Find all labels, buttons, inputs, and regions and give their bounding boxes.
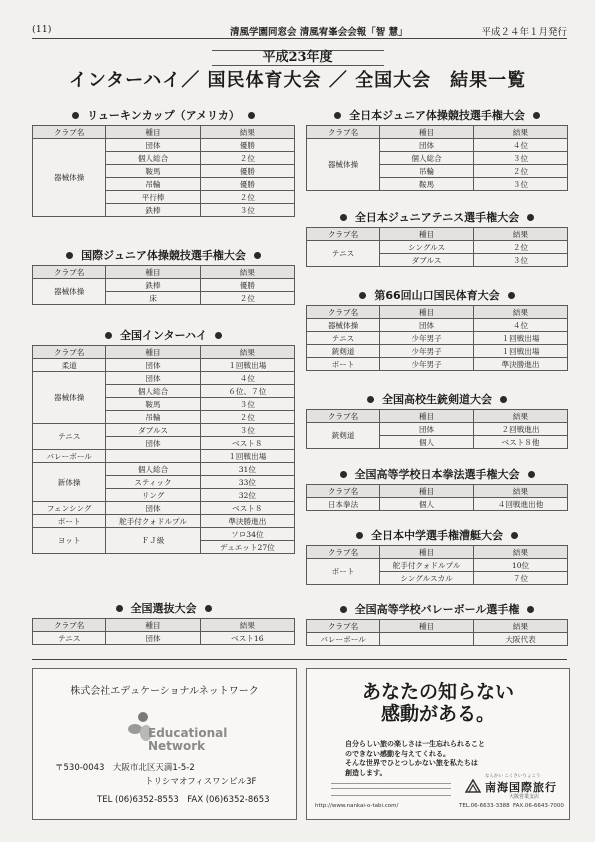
section-title: 全国インターハイ	[32, 327, 295, 345]
column-header: 種目	[106, 346, 200, 359]
section-junior-tennis	[306, 209, 568, 267]
ad-url[interactable]: http://www.nankai-o-tabi.com/	[315, 803, 399, 809]
column-header: 結果	[200, 126, 294, 139]
table-row	[307, 241, 568, 254]
section-title: 全国高校生銃剣道大会	[306, 391, 568, 409]
event-cell: 個人	[380, 498, 474, 511]
bullet-icon	[340, 471, 347, 478]
result-cell: ６位、７位	[200, 385, 294, 398]
company-phone: TEL (06)6352-8553 FAX (06)6352-8653	[97, 795, 270, 805]
column-header: 種目	[380, 485, 474, 498]
ad-educational-network	[32, 668, 297, 820]
event-cell: 個人	[380, 436, 474, 449]
column-header: 結果	[200, 266, 294, 279]
event-cell: 団体	[106, 502, 200, 515]
column-header: 結果	[200, 619, 294, 632]
event-cell: ＦＪ級	[106, 528, 200, 554]
table-row	[33, 515, 295, 528]
result-cell: ３位	[200, 424, 294, 437]
bullet-icon	[527, 214, 534, 221]
section-title: リューキンカップ（アメリカ）	[32, 107, 295, 125]
result-cell: ベスト８	[200, 502, 294, 515]
agency-name: 南海国際旅行	[485, 781, 557, 794]
event-cell: 個人総合	[106, 385, 200, 398]
bullet-icon	[340, 606, 347, 613]
result-cell: １回戦出場	[474, 345, 568, 358]
column-header: 結果	[474, 485, 568, 498]
result-cell: 優勝	[200, 139, 294, 152]
company-name: 株式会社エデュケーショナルネットワーク	[70, 686, 259, 697]
table-row	[307, 633, 568, 646]
bullet-icon	[205, 605, 212, 612]
table-row	[307, 319, 568, 332]
ad-tel: TEL.06-6633-3388	[459, 803, 510, 809]
result-cell: ２位	[200, 191, 294, 204]
section-jukendo	[306, 391, 568, 449]
event-cell: 鉄棒	[106, 204, 200, 217]
column-header: クラブ名	[307, 306, 380, 319]
bullet-icon	[508, 292, 515, 299]
column-header: クラブ名	[307, 228, 380, 241]
result-cell: ソロ34位	[200, 528, 294, 541]
result-cell: ３位	[474, 178, 568, 191]
bullet-icon	[334, 112, 341, 119]
result-cell: 33位	[200, 476, 294, 489]
section-interhigh	[32, 327, 295, 554]
table-header-row	[307, 546, 568, 559]
bullet-icon	[367, 396, 374, 403]
table-header-row	[307, 620, 568, 633]
results-table	[32, 345, 295, 554]
section-title: 全日本ジュニアテニス選手権大会	[306, 209, 568, 227]
section-title: 全国高等学校日本拳法選手権大会	[306, 466, 568, 484]
event-cell: 床	[106, 292, 200, 305]
column-header: クラブ名	[307, 410, 380, 423]
table-row	[307, 139, 568, 152]
column-header: 結果	[200, 346, 294, 359]
column-header: クラブ名	[307, 126, 380, 139]
bullet-icon	[356, 532, 363, 539]
result-cell: ３位	[474, 254, 568, 267]
column-header: 結果	[474, 410, 568, 423]
company-address: 〒530-0043 大阪市北区天満1-5-2	[55, 763, 195, 773]
table-row	[307, 345, 568, 358]
ad-headline: あなたの知らない 感動がある。	[361, 681, 514, 725]
club-cell: 銃剣道	[307, 345, 380, 358]
column-header: 結果	[474, 620, 568, 633]
result-cell: １回戦出場	[474, 332, 568, 345]
agency-branch: 大阪営業支店	[509, 794, 540, 800]
event-cell: ダブルス	[380, 254, 474, 267]
table-header-row	[33, 346, 295, 359]
bullet-icon	[248, 112, 255, 119]
bullet-icon	[359, 292, 366, 299]
result-cell: ２位	[200, 292, 294, 305]
section-kokusai-junior	[32, 247, 295, 305]
section-kempo	[306, 466, 568, 511]
club-cell: 器械体操	[33, 139, 106, 217]
column-header: 種目	[106, 266, 200, 279]
section-title: 全国選抜大会	[32, 600, 295, 618]
table-row	[33, 139, 295, 152]
results-table	[32, 125, 295, 217]
bullet-icon	[511, 532, 518, 539]
table-header-row	[307, 485, 568, 498]
footer-rule	[32, 659, 567, 660]
result-cell: ３位	[474, 152, 568, 165]
result-cell: 優勝	[200, 165, 294, 178]
table-row	[33, 450, 295, 463]
event-cell: 鞍馬	[380, 178, 474, 191]
results-table	[306, 305, 568, 371]
club-cell: フェンシング	[33, 502, 106, 515]
results-table	[306, 619, 568, 646]
event-cell: 鞍馬	[106, 165, 200, 178]
company-building: トリシマオフィスワンビル3F	[145, 777, 257, 787]
ad-fine-print	[331, 781, 451, 796]
column-header: クラブ名	[307, 546, 380, 559]
header-rule	[32, 38, 567, 39]
publication-name: 清風学園同窓会 清風宥峯会会報「智 慧」	[230, 27, 408, 38]
results-table	[306, 545, 568, 585]
section-title: 国際ジュニア体操競技選手権大会	[32, 247, 295, 265]
section-title: 全日本中学選手権漕艇大会	[306, 527, 568, 545]
event-cell: 吊輪	[106, 411, 200, 424]
event-cell	[106, 450, 200, 463]
agency-logo-icon	[465, 779, 481, 793]
result-cell: ４回戦進出他	[474, 498, 568, 511]
event-cell: 個人総合	[380, 152, 474, 165]
table-header-row	[33, 266, 295, 279]
result-cell: 準決勝進出	[474, 358, 568, 371]
event-cell: シングルスカル	[380, 572, 474, 585]
event-cell: 少年男子	[380, 358, 474, 371]
event-cell: 団体	[106, 372, 200, 385]
bullet-icon	[105, 332, 112, 339]
club-cell: ボート	[307, 559, 380, 585]
column-header: 結果	[474, 306, 568, 319]
club-cell: 器械体操	[33, 372, 106, 424]
club-cell: 柔道	[33, 359, 106, 372]
section-senbatsu	[32, 600, 295, 645]
column-header: 種目	[380, 126, 474, 139]
club-cell: テニス	[33, 632, 106, 645]
result-cell: ２位	[200, 411, 294, 424]
ad-body-text: 自分らしい旅の楽しさは一生忘れられること のできない感動を与えてくれる。 そんな世界でひとつしかない旅を私たちは 創造します。	[345, 740, 485, 777]
column-header: 種目	[106, 126, 200, 139]
table-row	[33, 359, 295, 372]
event-cell	[380, 633, 474, 646]
result-cell: ７位	[474, 572, 568, 585]
column-header: 結果	[474, 126, 568, 139]
club-cell: ヨット	[33, 528, 106, 554]
page-number: (11)	[32, 24, 52, 35]
event-cell: 団体	[106, 359, 200, 372]
result-cell: 31位	[200, 463, 294, 476]
table-row	[33, 502, 295, 515]
bullet-icon	[527, 606, 534, 613]
event-cell: 団体	[106, 437, 200, 450]
event-cell: 個人総合	[106, 463, 200, 476]
club-cell: 器械体操	[307, 139, 380, 191]
column-header: 種目	[380, 228, 474, 241]
bullet-icon	[340, 214, 347, 221]
page-title-year: 平成23年度	[262, 50, 333, 65]
table-row	[307, 332, 568, 345]
event-cell: 吊輪	[106, 178, 200, 191]
section-title: 第66回山口国民体育大会	[306, 287, 568, 305]
event-cell: 鉄棒	[106, 279, 200, 292]
table-header-row	[33, 619, 295, 632]
section-junior-high-rowing	[306, 527, 568, 585]
results-table	[306, 484, 568, 511]
educational-network-logo	[126, 711, 276, 761]
bullet-icon	[215, 332, 222, 339]
result-cell: ベスト８	[200, 437, 294, 450]
club-cell: ボート	[33, 515, 106, 528]
event-cell: 平行棒	[106, 191, 200, 204]
club-cell: 銃剣道	[307, 423, 380, 449]
column-header: 種目	[106, 619, 200, 632]
club-cell: テニス	[307, 332, 380, 345]
ad-contact-line	[315, 803, 564, 809]
event-cell: リング	[106, 489, 200, 502]
column-header: クラブ名	[33, 126, 106, 139]
result-cell: ベスト８他	[474, 436, 568, 449]
ad-fax: FAX.06-6643-7000	[513, 803, 564, 809]
page-header	[32, 24, 567, 38]
agency-ruby: なんかい こくさいりょこう	[485, 774, 541, 779]
club-cell: 器械体操	[33, 279, 106, 305]
result-cell: ２回戦進出	[474, 423, 568, 436]
result-cell: ４位	[200, 372, 294, 385]
table-row	[307, 498, 568, 511]
event-cell: シングルス	[380, 241, 474, 254]
table-row	[33, 463, 295, 476]
column-header: 種目	[380, 620, 474, 633]
bullet-icon	[500, 396, 507, 403]
result-cell: １回戦出場	[200, 359, 294, 372]
result-cell: ２位	[200, 152, 294, 165]
result-cell: 大阪代表	[474, 633, 568, 646]
column-header: クラブ名	[307, 620, 380, 633]
result-cell: 準決勝進出	[200, 515, 294, 528]
column-header: 結果	[474, 546, 568, 559]
event-cell: 鞍馬	[106, 398, 200, 411]
column-header: 種目	[380, 410, 474, 423]
bullet-icon	[72, 112, 79, 119]
event-cell: 団体	[106, 139, 200, 152]
results-table	[306, 125, 568, 191]
section-junior-gymnastics	[306, 107, 568, 191]
bullet-icon	[528, 471, 535, 478]
club-cell: バレーボール	[307, 633, 380, 646]
event-cell: 団体	[380, 319, 474, 332]
results-table	[306, 227, 568, 267]
result-cell: 32位	[200, 489, 294, 502]
section-ryukin-cup	[32, 107, 295, 217]
result-cell: ４位	[474, 319, 568, 332]
logo-line-2: Network	[148, 739, 206, 753]
column-header: クラブ名	[33, 266, 106, 279]
result-cell: ３位	[200, 398, 294, 411]
event-cell: 少年男子	[380, 332, 474, 345]
event-cell: 団体	[380, 423, 474, 436]
result-cell: ２位	[474, 241, 568, 254]
column-header: クラブ名	[307, 485, 380, 498]
event-cell: 個人総合	[106, 152, 200, 165]
club-cell: 新体操	[33, 463, 106, 502]
result-cell: デュエット27位	[200, 541, 294, 554]
table-row	[33, 424, 295, 437]
result-cell: ３位	[200, 204, 294, 217]
table-header-row	[307, 410, 568, 423]
table-header-row	[307, 306, 568, 319]
club-cell: テニス	[33, 424, 106, 450]
column-header: 結果	[474, 228, 568, 241]
bullet-icon	[66, 252, 73, 259]
column-header: 種目	[380, 306, 474, 319]
column-header: クラブ名	[33, 346, 106, 359]
result-cell: 優勝	[200, 178, 294, 191]
event-cell: 団体	[106, 632, 200, 645]
section-title: 全国高等学校バレーボール選手権	[306, 601, 568, 619]
table-header-row	[307, 228, 568, 241]
table-header-row	[307, 126, 568, 139]
results-table	[306, 409, 568, 449]
bullet-icon	[533, 112, 540, 119]
club-cell: 器械体操	[307, 319, 380, 332]
page-title: インターハイ／ 国民体育大会 ／ 全国大会 結果一覧	[68, 70, 527, 91]
results-table	[32, 265, 295, 305]
club-cell: 日本拳法	[307, 498, 380, 511]
results-table	[32, 618, 295, 645]
ad-nankai-travel	[306, 668, 570, 820]
result-cell: ２位	[474, 165, 568, 178]
table-row	[307, 423, 568, 436]
logo-line-1: Educational	[148, 726, 228, 740]
table-row	[307, 559, 568, 572]
result-cell: ４位	[474, 139, 568, 152]
column-header: 種目	[380, 546, 474, 559]
bullet-icon	[116, 605, 123, 612]
section-title: 全日本ジュニア体操競技選手権大会	[306, 107, 568, 125]
table-row	[33, 372, 295, 385]
event-cell: 舵手付クォドルプル	[380, 559, 474, 572]
result-cell: 優勝	[200, 279, 294, 292]
table-row	[33, 528, 295, 541]
club-cell: ボート	[307, 358, 380, 371]
table-row	[33, 279, 295, 292]
column-header: クラブ名	[33, 619, 106, 632]
table-row	[33, 632, 295, 645]
result-cell: １回戦出場	[200, 450, 294, 463]
event-cell: ダブルス	[106, 424, 200, 437]
section-kokutai	[306, 287, 568, 371]
table-header-row	[33, 126, 295, 139]
event-cell: 舵手付クォドルプル	[106, 515, 200, 528]
event-cell: スティック	[106, 476, 200, 489]
result-cell: ベスト16	[200, 632, 294, 645]
table-row	[307, 358, 568, 371]
section-volleyball	[306, 601, 568, 646]
club-cell: テニス	[307, 241, 380, 267]
result-cell: 10位	[474, 559, 568, 572]
event-cell: 吊輪	[380, 165, 474, 178]
event-cell: 団体	[380, 139, 474, 152]
event-cell: 少年男子	[380, 345, 474, 358]
club-cell: バレーボール	[33, 450, 106, 463]
bullet-icon	[254, 252, 261, 259]
publication-date: 平成２４年１月発行	[481, 27, 567, 38]
